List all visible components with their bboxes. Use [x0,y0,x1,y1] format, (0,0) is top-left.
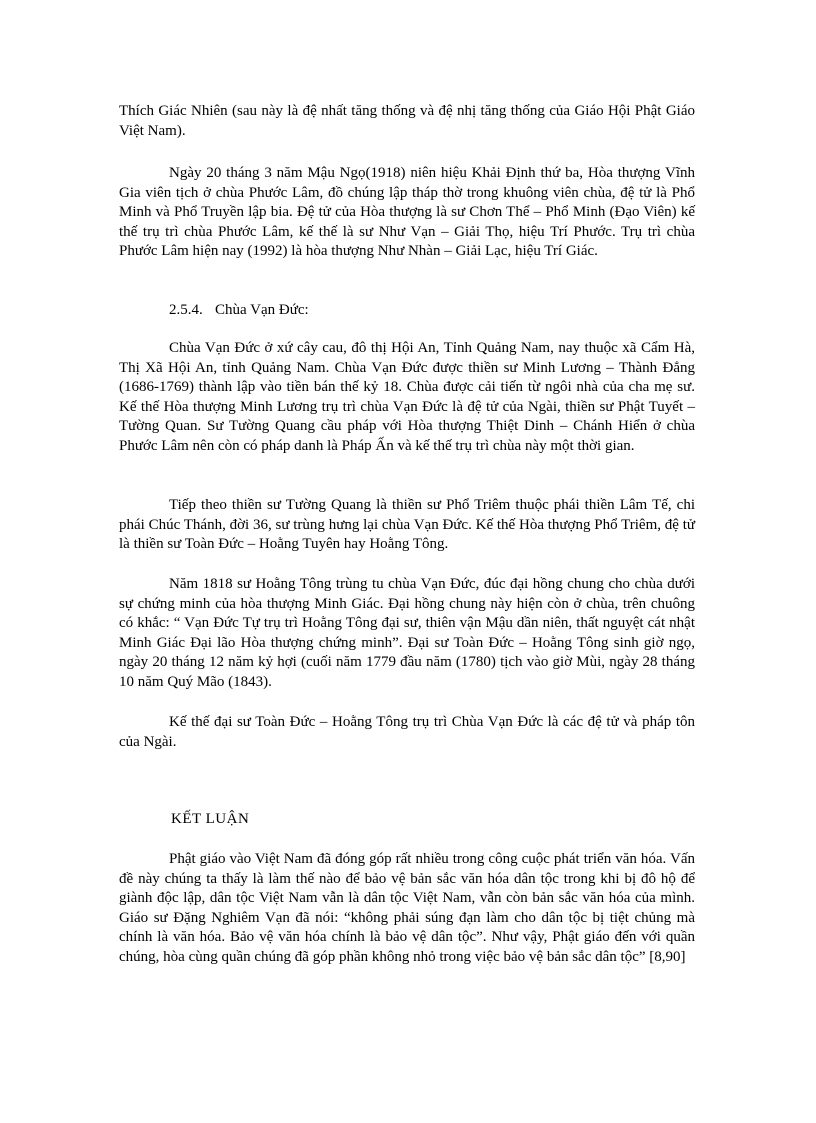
paragraph-pho-triem: Tiếp theo thiền sư Tường Quang là thiền sư Phổ Triêm thuộc phái thiền Lâm Tế, chi phái Chúc Thánh, đời 36, sư trùng hưng lại chùa Vạn Đức. Kế thế Hòa thượng Phổ Triêm, đệ tử là thiền sư Toàn Đức – Hoằng Tuyên hay Hoằng Tông. [119,497,695,553]
paragraph-thich-giac-nhien: Thích Giác Nhiên (sau này là đệ nhất tăng thống và đệ nhị tăng thống của Giáo Hội Phật Giáo Việt Nam). [119,103,695,139]
section-title: Chùa Vạn Đức: [215,302,309,318]
paragraph-chua-van-duc-history: Chùa Vạn Đức ở xứ cây cau, đô thị Hội An, Tỉnh Quảng Nam, nay thuộc xã Cẩm Hà, Thị Xã Hội An, tỉnh Quảng Nam. Chùa Vạn Đức được thiền sư Minh Lương – Thành Đẳng (1686-1769) thành lập vào tiền bán thế kỷ 18. Chùa được cải tiến từ ngôi nhà của cha mẹ sư. Kế thế Hòa thượng Minh Lương trụ trì chùa Vạn Đức là đệ tử của Ngài, thiền sư Phật Tuyết – Tường Quan. Sư Tường Quang cầu pháp với Hòa thượng Thiệt Dinh – Chánh Hiển ở chùa Phước Lâm nên còn có pháp danh là Pháp Ấn và kế thế trụ trì chùa này một thời gian. [119,340,695,454]
paragraph-hoang-tong-bell: Năm 1818 sư Hoằng Tông trùng tu chùa Vạn Đức, đúc đại hồng chung cho chùa dưới sự chứng minh của hòa thượng Minh Giác. Đại hồng chung này hiện còn ở chùa, trên chuông có khắc: “ Vạn Đức Tự trụ trì Hoằng Tông đại sư, thiên vận Mậu dần niên, thất nguyệt cát nhật Minh Giác Đại lão Hòa thượng chứng minh”. Đại sư Toàn Đức – Hoằng Tông sinh giờ ngọ, ngày 20 tháng 12 năm kỷ hợi (cuối năm 1779 đầu năm (1780) tịch vào giờ Mùi, ngày 28 tháng 10 năm Quý Mão (1843). [119,576,695,690]
conclusion-heading: KẾT LUẬN [171,811,250,827]
section-number: 2.5.4. [169,302,203,318]
section-heading-chua-van-duc [169,301,309,321]
paragraph-hoa-thuong-vinh-gia: Ngày 20 tháng 3 năm Mậu Ngọ(1918) niên hiệu Khải Định thứ ba, Hòa thượng Vĩnh Gia viên tịch ở chùa Phước Lâm, đồ chúng lập tháp thờ trong khuông viên chùa, đệ tử là Phổ Minh và Phổ Truyền lập bia. Đệ tử của Hòa thượng là sư Chơn Thể – Phổ Minh (Đạo Viên) kế thế trụ trì chùa Phước Lâm, kế thế là sư Như Vạn – Giải Thọ, hiệu Trí Phước. Trụ trì chùa Phước Lâm hiện nay (1992) là hòa thượng Như Nhàn – Giải Lạc, hiệu Trí Giác. [119,165,695,260]
paragraph-successors: Kế thế đại sư Toàn Đức – Hoằng Tông trụ trì Chùa Vạn Đức là các đệ tử và pháp tôn của Ngài. [119,714,695,750]
paragraph-conclusion: Phật giáo vào Việt Nam đã đóng góp rất nhiều trong công cuộc phát triển văn hóa. Vấn đề này chúng ta thấy là làm thế nào để bảo vệ bản sắc văn hóa dân tộc trong khi bị đô hộ để giành độc lập, dân tộc Việt Nam vẫn là dân tộc Việt Nam, vẫn còn bản sắc văn hóa của mình. Giáo sư Đặng Nghiêm Vạn đã nói: “không phải súng đạn làm cho dân tộc bị tiệt chủng mà chính là văn hóa. Bảo vệ văn hóa chính là bảo vệ dân tộc”. Như vậy, Phật giáo đến với quần chúng, hòa cùng quần chúng đã góp phần không nhỏ trong việc bảo vệ bản sắc dân tộc” [8,90] [119,851,695,965]
